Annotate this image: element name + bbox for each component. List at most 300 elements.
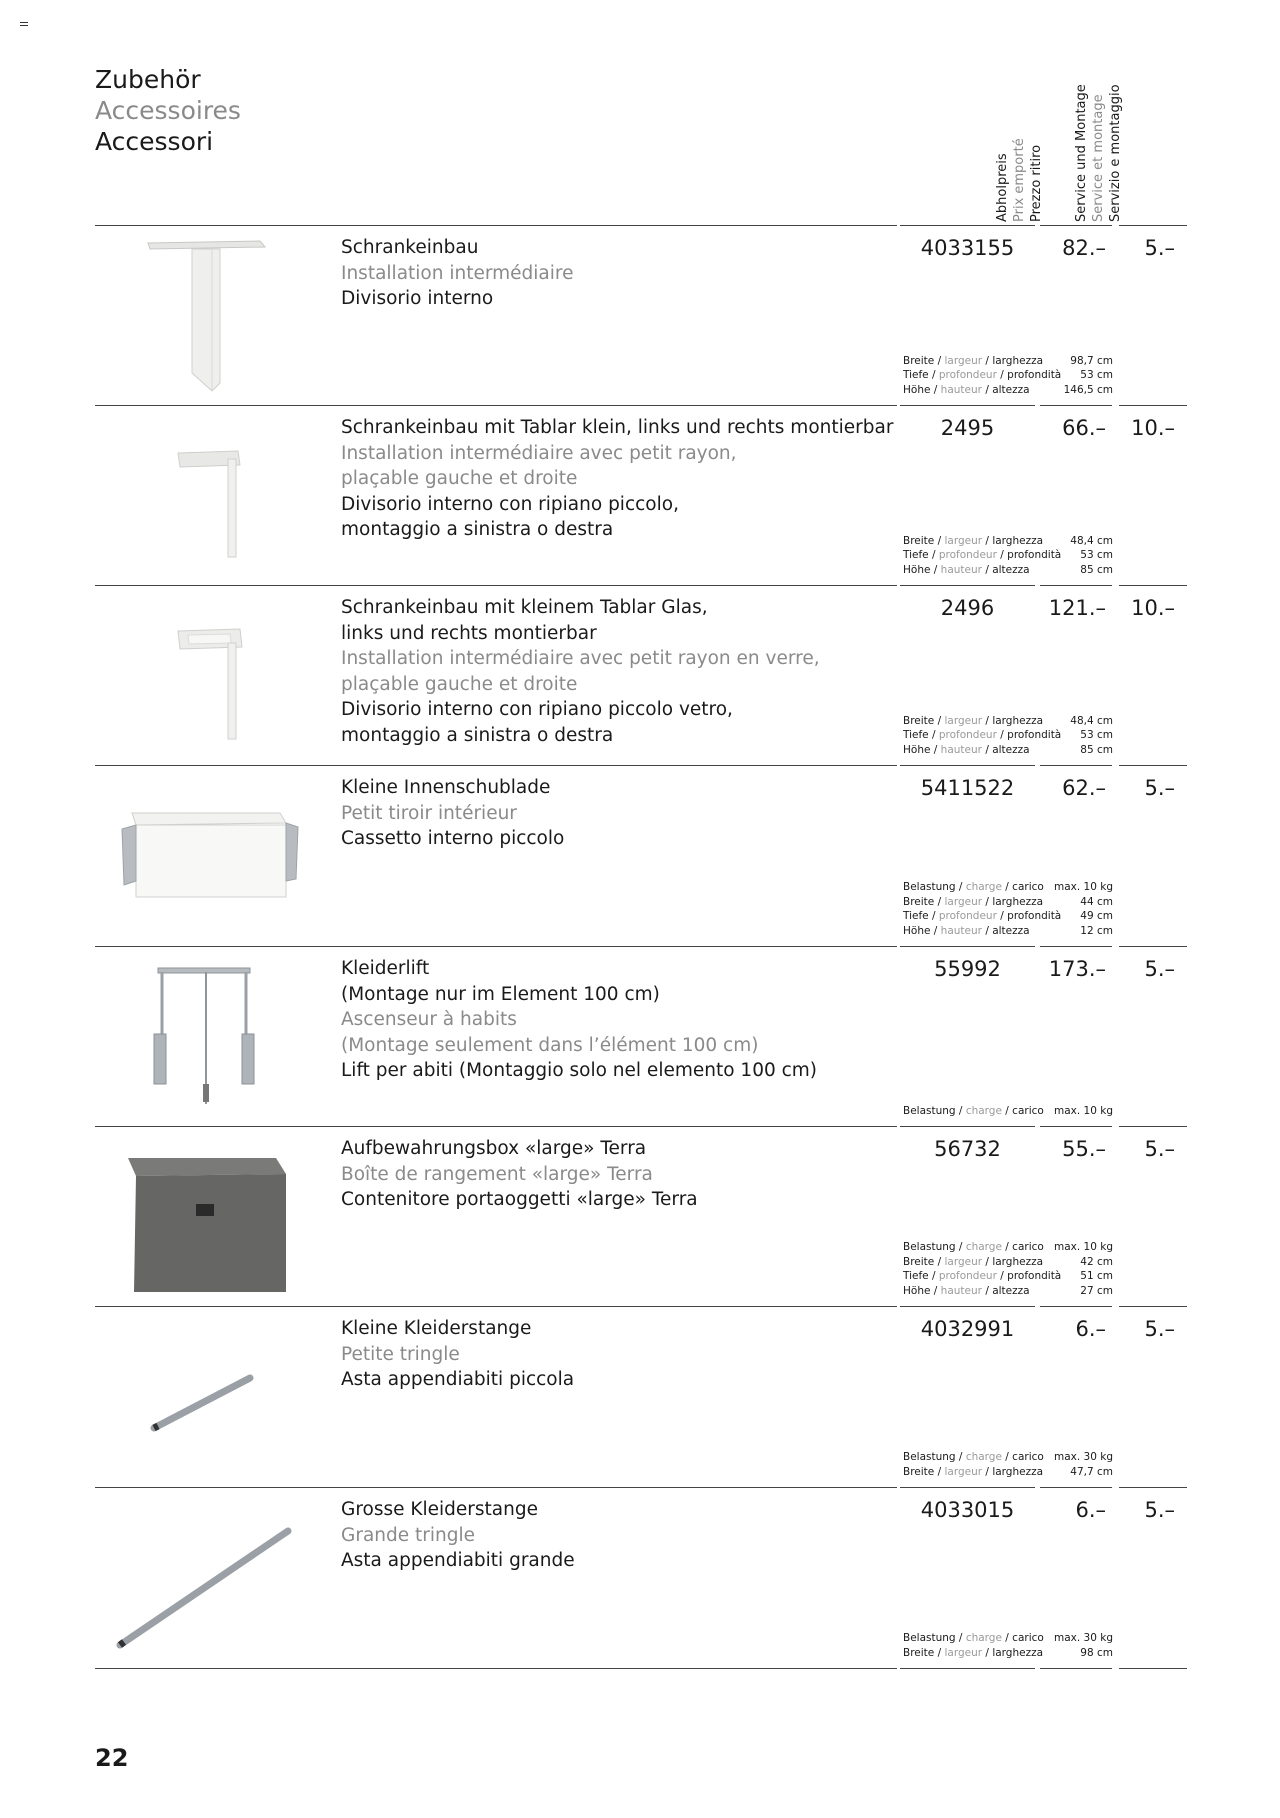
spec-sep: / [1005, 1241, 1009, 1253]
row-separator [1040, 225, 1112, 226]
spec-sep: / [985, 1284, 989, 1297]
spec-label-it: altezza [992, 563, 1030, 576]
product-image [110, 773, 300, 938]
description-line-fr: Installation intermédiaire [341, 262, 574, 284]
spec-sep: / [1005, 1104, 1009, 1117]
spec-sep: / [933, 1284, 938, 1297]
spec-label [903, 1450, 1044, 1465]
spec-sep: / [985, 924, 989, 937]
spec-label [903, 880, 1044, 895]
spec-label-it: carico [1012, 1451, 1044, 1463]
spec-line [903, 1284, 1113, 1299]
spec-label [903, 1646, 1043, 1661]
description-line-fr: plaçable gauche et droite [341, 673, 578, 695]
spec-label-it: altezza [992, 383, 1030, 396]
title-fr: Accessoires [95, 96, 241, 125]
spec-label-de: Tiefe [903, 729, 929, 741]
spec-value: 42 cm [1080, 1255, 1113, 1268]
spec-label [903, 1284, 1030, 1299]
spec-label-it: carico [1012, 1241, 1044, 1253]
spec-line [903, 354, 1113, 369]
spec-sep: / [937, 1255, 942, 1268]
spec-label-it: profondità [1007, 369, 1062, 381]
spec-label-it: larghezza [992, 714, 1044, 727]
description-line-fr: Petite tringle [341, 1343, 460, 1365]
service-header-de: Service und Montage [1074, 84, 1089, 222]
spec-sep: / [931, 1270, 936, 1282]
spec-sep: / [933, 383, 938, 396]
product-row [95, 225, 1187, 405]
spec-label-fr: profondeur [938, 910, 997, 922]
product-specs [903, 880, 1113, 938]
description-line-de: Kleine Innenschublade [341, 777, 551, 798]
spec-sep: / [933, 563, 938, 576]
spec-label-de: Tiefe [903, 549, 929, 561]
row-separator [1119, 1487, 1187, 1488]
product-specs [903, 714, 1113, 758]
spec-label-de: Belastung [903, 881, 956, 893]
description-line-it: Lift per abiti (Montaggio solo nel elemento 100 cm) [341, 1060, 818, 1081]
product-specs [903, 1104, 1113, 1119]
article-number: 2495 [940, 416, 995, 440]
product-description [341, 775, 901, 852]
article-number: 4033155 [920, 236, 1015, 260]
description-line-fr: Grande tringle [341, 1524, 475, 1546]
spec-label-fr: largeur [944, 534, 983, 547]
row-separator [900, 765, 1035, 766]
spec-sep: / [1005, 1632, 1009, 1644]
service-price: 10.– [1131, 596, 1175, 620]
row-separator [900, 946, 1035, 947]
spec-value: max. 30 kg [1054, 1632, 1113, 1644]
description-line-fr: Installation intermédiaire avec petit rayon en verre, [341, 648, 820, 669]
spec-label [903, 354, 1043, 369]
description-line-it: Cassetto interno piccolo [341, 828, 565, 849]
spec-sep: / [931, 549, 936, 561]
spec-value: 98,7 cm [1070, 354, 1113, 367]
spec-line [903, 895, 1113, 910]
spec-label-de: Belastung [903, 1241, 956, 1253]
table-bottom-rule-service [1119, 1668, 1187, 1669]
spec-sep: / [985, 714, 989, 727]
row-separator [1040, 405, 1112, 406]
product-specs [903, 1631, 1113, 1660]
article-number: 4033015 [920, 1498, 1015, 1522]
spec-label-de: Belastung [903, 1632, 956, 1644]
spec-line [903, 1450, 1113, 1465]
product-row [95, 585, 1187, 765]
spec-sep: / [958, 1451, 963, 1463]
spec-sep: / [933, 924, 938, 937]
product-description [341, 1497, 901, 1574]
description-line-it: montaggio a sinistra o destra [341, 519, 614, 540]
description-line-fr: Ascenseur à habits [341, 1009, 517, 1030]
service-price: 5.– [1144, 957, 1175, 981]
spec-sep: / [985, 534, 989, 547]
product-specs [903, 354, 1113, 398]
row-separator [900, 405, 1035, 406]
spec-sep: / [937, 1465, 942, 1478]
spec-label-fr: charge [965, 1632, 1002, 1644]
spec-line [903, 1255, 1113, 1270]
spec-line [903, 548, 1113, 563]
spec-label-fr: profondeur [938, 549, 997, 561]
article-number: 4032991 [920, 1317, 1015, 1341]
product-specs [903, 1240, 1113, 1298]
spec-sep: / [937, 354, 942, 367]
spec-label-it: larghezza [992, 895, 1044, 908]
product-image [110, 413, 300, 578]
spec-label-fr: largeur [944, 1255, 983, 1268]
service-price: 5.– [1144, 236, 1175, 260]
spec-sep: / [985, 354, 989, 367]
spec-line [903, 743, 1113, 758]
spec-label [903, 1104, 1044, 1119]
service-price: 5.– [1144, 1498, 1175, 1522]
description-line-de: Grosse Kleiderstange [341, 1499, 538, 1520]
spec-label-de: Breite [903, 1465, 935, 1478]
price: 6.– [1075, 1498, 1106, 1522]
spec-line [903, 1646, 1113, 1661]
menu-icon[interactable] [20, 22, 28, 28]
description-line-it: Asta appendiabiti grande [341, 1550, 575, 1571]
row-separator [1119, 1306, 1187, 1307]
spec-sep: / [1005, 1451, 1009, 1463]
row-separator [900, 1306, 1035, 1307]
spec-sep: / [985, 743, 989, 756]
spec-line [903, 714, 1113, 729]
description-line-fr: (Montage seulement dans l’élément 100 cm) [341, 1034, 759, 1056]
product-row [95, 765, 1187, 946]
spec-label-de: Höhe [903, 743, 931, 756]
description-line-it: montaggio a sinistra o destra [341, 724, 614, 746]
spec-label-fr: hauteur [940, 563, 982, 576]
spec-line [903, 563, 1113, 578]
product-description [341, 956, 901, 1084]
spec-label-it: profondità [1007, 1270, 1062, 1282]
row-separator [1040, 765, 1112, 766]
price-header-de: Abholpreis [995, 153, 1010, 222]
spec-sep: / [937, 1646, 942, 1659]
spec-label-fr: profondeur [938, 729, 997, 741]
spec-sep: / [1000, 549, 1004, 561]
spec-label-fr: profondeur [938, 369, 997, 381]
spec-label-it: altezza [992, 1284, 1030, 1297]
spec-label [903, 1465, 1043, 1480]
spec-label-it: profondità [1007, 549, 1062, 561]
spec-line [903, 1465, 1113, 1480]
spec-value: 44 cm [1080, 895, 1113, 908]
row-separator [1119, 405, 1187, 406]
product-image [110, 1495, 300, 1660]
article-number: 56732 [934, 1137, 1001, 1161]
price: 82.– [1062, 236, 1106, 260]
spec-line [903, 1269, 1113, 1284]
spec-sep: / [1000, 910, 1004, 922]
row-separator [1119, 946, 1187, 947]
product-description [341, 595, 901, 748]
spec-label-fr: hauteur [940, 383, 982, 396]
spec-line [903, 368, 1113, 383]
row-separator [900, 585, 1035, 586]
spec-label-fr: charge [965, 881, 1002, 893]
row-separator [1119, 1126, 1187, 1127]
spec-label-it: carico [1012, 1104, 1044, 1117]
spec-label [903, 924, 1030, 939]
product-specs [903, 1450, 1113, 1479]
spec-sep: / [985, 383, 989, 396]
row-separator [900, 1126, 1035, 1127]
product-image [110, 593, 300, 758]
spec-sep: / [937, 714, 942, 727]
product-row [95, 1126, 1187, 1306]
spec-value: 146,5 cm [1063, 383, 1113, 396]
spec-sep: / [933, 743, 938, 756]
spec-label-fr: largeur [944, 714, 983, 727]
spec-label-fr: charge [965, 1241, 1002, 1253]
price: 55.– [1062, 1137, 1106, 1161]
spec-label-de: Belastung [903, 1104, 956, 1117]
title-it: Accessori [95, 127, 214, 156]
service-header-it: Servizio e montaggio [1108, 84, 1123, 222]
spec-label-it: larghezza [992, 534, 1044, 547]
spec-value: 48,4 cm [1070, 714, 1113, 727]
spec-label-de: Breite [903, 354, 935, 367]
spec-value: 98 cm [1080, 1646, 1113, 1659]
spec-label-fr: largeur [944, 1465, 983, 1478]
price-header-fr: Prix emporté [1012, 138, 1027, 222]
product-image [110, 1134, 300, 1299]
price: 173.– [1048, 957, 1106, 981]
service-price: 5.– [1144, 1137, 1175, 1161]
service-price: 10.– [1131, 416, 1175, 440]
spec-sep: / [985, 1646, 989, 1659]
description-line-it: Asta appendiabiti piccola [341, 1369, 575, 1390]
spec-line [903, 728, 1113, 743]
spec-value: 12 cm [1080, 924, 1113, 937]
spec-sep: / [985, 895, 989, 908]
product-description [341, 235, 901, 312]
spec-value: 85 cm [1080, 743, 1113, 756]
spec-line [903, 383, 1113, 398]
description-line-it: Divisorio interno [341, 288, 494, 309]
description-line-fr: plaçable gauche et droite [341, 468, 578, 489]
spec-value: max. 10 kg [1054, 881, 1113, 893]
spec-sep: / [958, 1104, 963, 1117]
description-line-de: Schrankeinbau [341, 237, 479, 258]
spec-line [903, 1631, 1113, 1646]
spec-label-de: Breite [903, 534, 935, 547]
spec-value: 51 cm [1080, 1270, 1113, 1282]
row-separator [900, 1487, 1035, 1488]
spec-label-de: Breite [903, 895, 935, 908]
spec-value: 49 cm [1080, 910, 1113, 922]
spec-label-fr: charge [965, 1451, 1002, 1463]
spec-label-it: carico [1012, 1632, 1044, 1644]
spec-value: 85 cm [1080, 563, 1113, 576]
spec-label [903, 534, 1043, 549]
price-header-it: Prezzo ritiro [1029, 144, 1044, 222]
spec-sep: / [985, 1465, 989, 1478]
spec-sep: / [958, 881, 963, 893]
row-separator [1119, 765, 1187, 766]
spec-label-de: Tiefe [903, 1270, 929, 1282]
spec-label-de: Höhe [903, 383, 931, 396]
price: 121.– [1048, 596, 1106, 620]
description-line-de: Aufbewahrungsbox «large» Terra [341, 1138, 647, 1159]
spec-sep: / [958, 1241, 963, 1253]
description-line-it: Contenitore portaoggetti «large» Terra [341, 1189, 698, 1210]
spec-value: max. 10 kg [1054, 1104, 1113, 1117]
spec-label [903, 1255, 1043, 1270]
spec-label-it: profondità [1007, 729, 1062, 741]
spec-value: max. 10 kg [1054, 1241, 1113, 1253]
spec-label-de: Breite [903, 714, 935, 727]
spec-label [903, 1240, 1044, 1255]
spec-label-it: larghezza [992, 354, 1044, 367]
spec-label-fr: charge [965, 1104, 1002, 1117]
spec-sep: / [1000, 729, 1004, 741]
product-image [110, 1314, 300, 1479]
article-number: 2496 [940, 596, 995, 620]
description-line-de: (Montage nur im Element 100 cm) [341, 983, 660, 1005]
spec-label-de: Tiefe [903, 369, 929, 381]
table-bottom-rule-price [1040, 1668, 1112, 1669]
spec-label-fr: largeur [944, 895, 983, 908]
row-separator [1040, 1306, 1112, 1307]
spec-label-de: Breite [903, 1646, 935, 1659]
product-specs [903, 534, 1113, 578]
spec-label-it: altezza [992, 743, 1030, 756]
product-row [95, 1487, 1187, 1668]
product-row [95, 1306, 1187, 1487]
spec-sep: / [958, 1632, 963, 1644]
spec-label-fr: hauteur [940, 1284, 982, 1297]
price: 6.– [1075, 1317, 1106, 1341]
spec-label-fr: hauteur [940, 924, 982, 937]
spec-value: max. 30 kg [1054, 1451, 1113, 1463]
spec-line [903, 924, 1113, 939]
price: 62.– [1062, 776, 1106, 800]
service-price: 5.– [1144, 1317, 1175, 1341]
spec-value: 48,4 cm [1070, 534, 1113, 547]
description-line-de: Kleine Kleiderstange [341, 1318, 532, 1339]
spec-value: 53 cm [1080, 549, 1113, 561]
spec-label-de: Breite [903, 1255, 935, 1268]
spec-label-de: Höhe [903, 924, 931, 937]
spec-sep: / [931, 910, 936, 922]
spec-value: 47,7 cm [1070, 1465, 1113, 1478]
row-separator [1040, 946, 1112, 947]
spec-value: 53 cm [1080, 729, 1113, 741]
spec-label [903, 743, 1030, 758]
spec-sep: / [985, 563, 989, 576]
row-separator [900, 225, 1035, 226]
title-de: Zubehör [95, 65, 201, 94]
spec-label-fr: hauteur [940, 743, 982, 756]
price: 66.– [1062, 416, 1106, 440]
spec-sep: / [1005, 881, 1009, 893]
spec-label-it: profondità [1007, 910, 1062, 922]
product-image [110, 233, 300, 398]
row-separator [95, 946, 897, 947]
spec-sep: / [937, 534, 942, 547]
spec-sep: / [1000, 1270, 1004, 1282]
service-column-header [1074, 84, 1280, 222]
spec-line [903, 880, 1113, 895]
row-separator [95, 225, 897, 226]
spec-label [903, 728, 1061, 743]
row-separator [95, 1126, 897, 1127]
product-image [110, 954, 300, 1119]
spec-label-it: larghezza [992, 1255, 1044, 1268]
spec-label-it: carico [1012, 881, 1044, 893]
row-separator [1119, 225, 1187, 226]
spec-line [903, 909, 1113, 924]
spec-value: 53 cm [1080, 369, 1113, 381]
spec-label-it: larghezza [992, 1646, 1044, 1659]
spec-sep: / [931, 729, 936, 741]
description-line-it: Divisorio interno con ripiano piccolo, [341, 493, 679, 515]
product-description [341, 1136, 901, 1213]
description-line-de: Schrankeinbau mit Tablar klein, links und rechts montierbar [341, 417, 894, 438]
article-number: 5411522 [920, 776, 1015, 800]
description-line-de: Kleiderlift [341, 958, 430, 979]
spec-label [903, 909, 1061, 924]
spec-label-de: Höhe [903, 563, 931, 576]
table-bottom-rule-article [900, 1668, 1035, 1669]
page-number: 22 [95, 1744, 129, 1772]
page-title [95, 64, 241, 157]
spec-sep: / [931, 369, 936, 381]
service-price: 5.– [1144, 776, 1175, 800]
row-separator [1040, 1126, 1112, 1127]
article-number: 55992 [934, 957, 1001, 981]
table-bottom-rule [95, 1668, 897, 1669]
description-line-de: links und rechts montierbar [341, 622, 597, 644]
row-separator [95, 765, 897, 766]
spec-label [903, 383, 1030, 398]
spec-label [903, 548, 1061, 563]
row-separator [1119, 585, 1187, 586]
row-separator [95, 1306, 897, 1307]
spec-label [903, 714, 1043, 729]
product-row [95, 405, 1187, 585]
service-header-fr: Service et montage [1091, 94, 1106, 222]
spec-line [903, 534, 1113, 549]
description-line-de: Schrankeinbau mit kleinem Tablar Glas, [341, 597, 708, 618]
spec-label-fr: largeur [944, 354, 983, 367]
spec-sep: / [985, 1255, 989, 1268]
product-row [95, 946, 1187, 1126]
row-separator [95, 1487, 897, 1488]
spec-label-de: Belastung [903, 1451, 956, 1463]
row-separator [1040, 1487, 1112, 1488]
spec-label-fr: profondeur [938, 1270, 997, 1282]
row-separator [95, 405, 897, 406]
description-line-it: Divisorio interno con ripiano piccolo vetro, [341, 699, 733, 720]
spec-label [903, 1631, 1044, 1646]
product-description [341, 415, 901, 543]
spec-label [903, 563, 1030, 578]
spec-label-de: Tiefe [903, 910, 929, 922]
description-line-fr: Installation intermédiaire avec petit rayon, [341, 442, 737, 464]
product-description [341, 1316, 901, 1393]
spec-value: 27 cm [1080, 1284, 1113, 1297]
spec-sep: / [1000, 369, 1004, 381]
spec-sep: / [937, 895, 942, 908]
spec-label-it: larghezza [992, 1465, 1044, 1478]
